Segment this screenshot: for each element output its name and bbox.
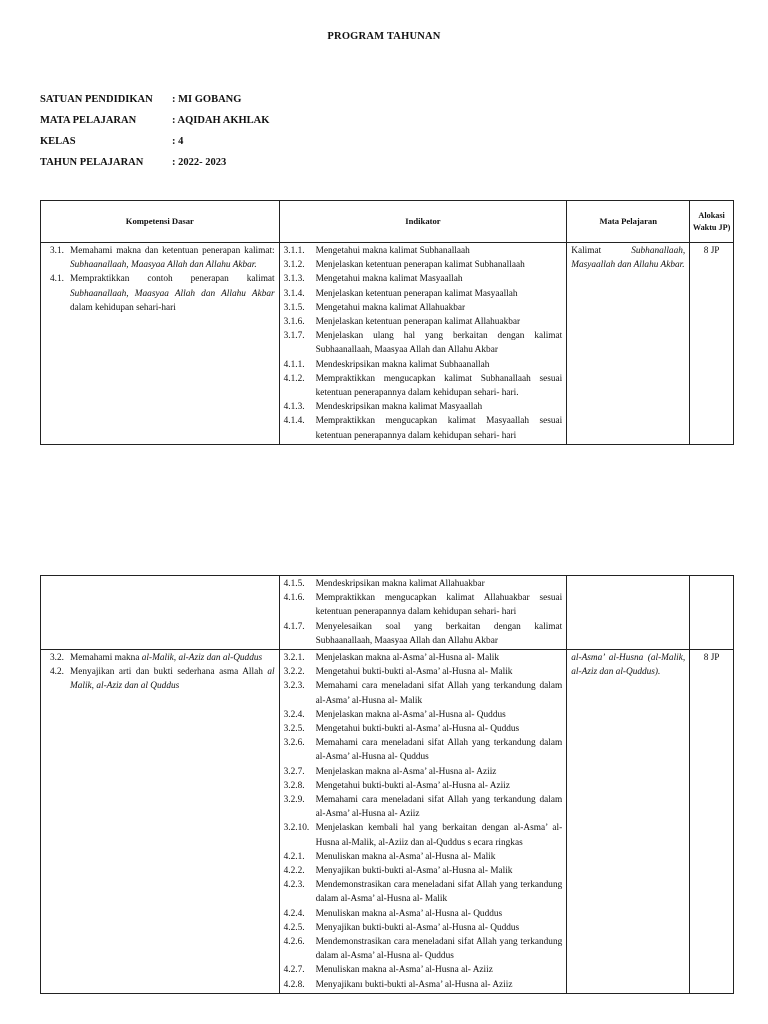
indikator-cell [279, 576, 567, 650]
indikator-item [284, 779, 563, 793]
document-title: PROGRAM TAHUNAN [327, 31, 441, 42]
indikator-item [284, 665, 563, 679]
indikator-item [284, 414, 563, 442]
indikator-item-number: 4.1.1. [283, 359, 305, 370]
indikator-cell [279, 650, 567, 994]
indikator-item [284, 577, 563, 591]
indikator-item-text: Menuliskan makna al-Asma’ al-Husna al- Quddus [315, 908, 503, 919]
indikator-item-text: Menjelaskan ulang hal yang berkaitan dengan kalimat Subhaanallaah, Maasyaa Allah dan Allahu Akbar [315, 331, 563, 356]
indikator-item-number: 3.1.3. [283, 274, 305, 285]
indikator-item [284, 400, 563, 414]
indikator-item-number: 4.1.3. [283, 402, 305, 413]
indikator-item [284, 272, 563, 286]
indikator-item-number: 3.2.1. [283, 653, 305, 664]
indikator-item-text: Mempraktikkan mengucapkan kalimat Masyaallah sesuai ketentuan penerapannya dalam kehidupan sehari- hari [315, 416, 563, 441]
indikator-item-text: Menjelaskan makna al-Asma’ al-Husna al- Quddus [315, 709, 506, 720]
header-indikator: Indikator [279, 201, 567, 243]
indikator-item [284, 978, 563, 992]
indikator-item-text: Mengetahui makna kalimat Masyaallah [315, 274, 463, 285]
indikator-item [284, 722, 563, 736]
indikator-item-number: 3.1.2. [283, 260, 305, 271]
indikator-item-text: Mempraktikkan mengucapkan kalimat Allahuakbar sesuai ketentuan penerapannya dalam kehidupan sehari- hari [315, 593, 563, 618]
indikator-item-number: 3.1.7. [283, 331, 305, 342]
meta-label: MATA PELAJARAN [40, 115, 137, 126]
indikator-item [284, 864, 563, 878]
meta-label: KELAS [40, 136, 76, 147]
alokasi-cell: 8 JP [690, 650, 734, 994]
indikator-item-number: 4.1.6. [283, 593, 305, 604]
indikator-item-number: 4.1.7. [283, 621, 305, 632]
indikator-item [284, 963, 563, 977]
program-table-2 [40, 575, 734, 994]
indikator-item-text: Mendeskripsikan makna kalimat Allahuakbar [315, 579, 485, 589]
indikator-item-number: 3.2.2. [283, 667, 305, 678]
indikator-item [284, 372, 563, 400]
indikator-item-text: Menjelaskan ketentuan penerapan kalimat Allahuakbar [315, 317, 521, 328]
indikator-item-text: Menyajikanı bukti-bukti al-Asma’ al-Husna al- Aziiz [315, 979, 513, 990]
header-mata-pelajaran: Mata Pelajaran [567, 201, 690, 243]
identity-block [40, 94, 269, 178]
kd-item-number: 3.2. [50, 653, 64, 664]
indikator-item [284, 329, 563, 357]
indikator-item-text: Mengetahui bukti-bukti al-Asma’ al-Husna al- Quddus [315, 724, 520, 735]
kd-item [45, 272, 275, 315]
indikator-item [284, 708, 563, 722]
indikator-item-number: 3.1.5. [283, 302, 305, 313]
indikator-item-number: 4.2.3. [283, 880, 305, 891]
indikator-item [284, 850, 563, 864]
kd-item-text: Memahami makna dan ketentuan penerapan kalimat: Subhaanallaah, Maasyaa Allah dan Allahu Akbar. [70, 246, 275, 271]
indikator-item-number: 3.2.4. [283, 709, 305, 720]
indikator-item-text: Menyajikan bukti-bukti al-Asma’ al-Husna al- Quddus [315, 922, 520, 933]
indikator-item [284, 793, 563, 821]
indikator-item-text: Mendemonstrasikan cara meneladani sifat Allah yang terkandung dalam al-Asma’ al-Husna al- Quddus [315, 937, 563, 962]
meta-value: : 2022- 2023 [172, 157, 227, 168]
alokasi-cell [690, 576, 734, 650]
indikator-item-text: Mengetahui makna kalimat Allahuakbar [315, 302, 466, 313]
indikator-item-number: 3.1.1. [283, 246, 305, 256]
indikator-item-text: Mendemonstrasikan cara meneladani sifat Allah yang terkandung dalam al-Asma’ al-Husna al- Malik [315, 880, 563, 905]
kd-item-number: 4.2. [50, 667, 64, 678]
indikator-cell [279, 243, 567, 445]
indikator-item-text: Menjelaskan kembali hal yang berkaitan dengan al-Asma’ al-Husna al-Malik, al-Aziiz dan al-Quddus s ecara ringkas [315, 823, 563, 848]
indikator-item-text: Menjelaskan makna al-Asma’ al-Husna al- Malik [315, 653, 500, 664]
indikator-item-text: Mendeskripsikan makna kalimat Masyaallah [315, 402, 483, 413]
table-header-row [41, 201, 734, 243]
indikator-item-text: Menyelesaikan soal yang berkaitan dengan kalimat Subhaanallaah, Maasyaa Allah dan Allahu Akbar [315, 621, 563, 646]
indikator-item-number: 3.1.6. [283, 317, 305, 328]
table-row [41, 576, 734, 650]
meta-label: TAHUN PELAJARAN [40, 157, 144, 168]
mapel-cell: al-Asma’ al-Husna (al-Malik, al-Aziz dan al-Quddus). [567, 650, 690, 994]
meta-value: : AQIDAH AKHLAK [172, 115, 270, 126]
indikator-item-text: Menjelaskan ketentuan penerapan kalimat Masyaallah [315, 288, 518, 299]
indikator-item [284, 679, 563, 707]
indikator-item [284, 315, 563, 329]
indikator-item-number: 4.2.4. [283, 908, 305, 919]
indikator-item-number: 3.2.9. [283, 795, 305, 806]
kd-item-text: Menyajikan arti dan bukti sederhana asma Allah al Malik, al-Aziz dan al Quddus [70, 667, 275, 692]
indikator-item-text: Menyajikan bukti-bukti al-Asma’ al-Husna al- Malik [315, 866, 513, 877]
kd-item-number: 4.1. [50, 274, 64, 285]
kd-cell [41, 243, 280, 445]
table-row [41, 243, 734, 445]
table-row [41, 650, 734, 994]
meta-value: : MI GOBANG [172, 94, 242, 105]
alokasi-cell: 8 JP [690, 243, 734, 445]
indikator-item [284, 591, 563, 619]
program-table-1 [40, 200, 734, 445]
indikator-item-text: Memahami cara meneladani sifat Allah yang terkandung dalam al-Asma’ al-Husna al- Quddus [315, 738, 563, 763]
indikator-item [284, 878, 563, 906]
indikator-item-number: 4.1.5. [283, 579, 305, 589]
kd-item [45, 244, 275, 272]
indikator-item-number: 3.2.3. [283, 681, 305, 692]
kd-item-text: Memahami makna al-Malik, al-Aziz dan al-Quddus [70, 653, 263, 664]
indikator-item-text: Mempraktikkan mengucapkan kalimat Subhanallaah sesuai ketentuan penerapannya dalam kehidupan sehari- hari. [315, 373, 563, 399]
indikator-item-number: 4.1.2. [283, 373, 305, 384]
meta-value: : 4 [172, 136, 184, 147]
mapel-cell: Kalimat Subhanallaah, Masyaallah dan Allahu Akbar. [567, 243, 690, 445]
indikator-item [284, 821, 563, 849]
mapel-cell [567, 576, 690, 650]
kd-cell [41, 650, 280, 994]
indikator-item-text: Mengetahui makna kalimat Subhanallaah [315, 246, 470, 256]
indikator-item-number: 4.1.4. [283, 416, 305, 427]
indikator-item [284, 301, 563, 315]
indikator-item-number: 4.2.7. [283, 965, 305, 976]
indikator-item-text: Menjelaskan makna al-Asma’ al-Husna al- Aziiz [315, 766, 497, 777]
kd-item [45, 651, 275, 665]
indikator-item [284, 258, 563, 272]
indikator-item-text: Mengetahui bukti-bukti al-Asma’ al-Husna al- Malik [315, 667, 513, 678]
meta-row [40, 115, 269, 136]
indikator-item-number: 3.2.7. [283, 766, 305, 777]
indikator-item [284, 765, 563, 779]
meta-row [40, 94, 269, 115]
kd-cell [41, 576, 280, 650]
indikator-item [284, 921, 563, 935]
meta-row [40, 157, 269, 178]
kd-item [45, 665, 275, 693]
header-alokasi-waktu: Alokasi Waktu JP) [690, 201, 734, 243]
indikator-item-text: Mengetahui bukti-bukti al-Asma’ al-Husna al- Aziiz [315, 780, 510, 791]
indikator-item-number: 3.1.4. [283, 288, 305, 299]
indikator-item-text: Mendeskripsikan makna kalimat Subhaanallah [315, 359, 490, 370]
indikator-item [284, 907, 563, 921]
indikator-item [284, 358, 563, 372]
indikator-item [284, 736, 563, 764]
indikator-item-number: 4.2.1. [283, 851, 305, 862]
indikator-item-number: 3.2.10. [283, 823, 310, 834]
indikator-item-text: Memahami cara meneladani sifat Allah yang terkandung dalam al-Asma’ al-Husna al- Malik [315, 681, 563, 706]
kd-item-number: 3.1. [50, 246, 64, 256]
meta-label: SATUAN PENDIDIKAN [40, 94, 153, 105]
indikator-item [284, 935, 563, 963]
indikator-item [284, 287, 563, 301]
indikator-item [284, 244, 563, 258]
indikator-item-text: Memahami cara meneladani sifat Allah yang terkandung dalam al-Asma’ al-Husna al- Aziiz [315, 795, 563, 820]
meta-row [40, 136, 269, 157]
indikator-item [284, 651, 563, 665]
indikator-item-text: Menjelaskan ketentuan penerapan kalimat Subhanallaah [315, 260, 525, 271]
indikator-item-number: 4.2.6. [283, 937, 305, 948]
indikator-item-number: 3.2.6. [283, 738, 305, 749]
indikator-item [284, 620, 563, 648]
indikator-item-text: Menuliskan makna al-Asma’ al-Husna al- Aziiz [315, 965, 493, 976]
indikator-item-text: Menuliskan makna al-Asma’ al-Husna al- Malik [315, 851, 496, 862]
kd-item-text: Mempraktikkan contoh penerapan kalimat Subhaanallaah, Maasyaa Allah dan Allahu Akbar dalam kehidupan sehari-hari [70, 274, 275, 313]
indikator-item-number: 4.2.8. [283, 979, 305, 990]
header-kompetensi-dasar: Kompetensi Dasar [41, 201, 280, 243]
indikator-item-number: 3.2.8. [283, 780, 305, 791]
indikator-item-number: 4.2.5. [283, 922, 305, 933]
indikator-item-number: 3.2.5. [283, 724, 305, 735]
indikator-item-number: 4.2.2. [283, 866, 305, 877]
